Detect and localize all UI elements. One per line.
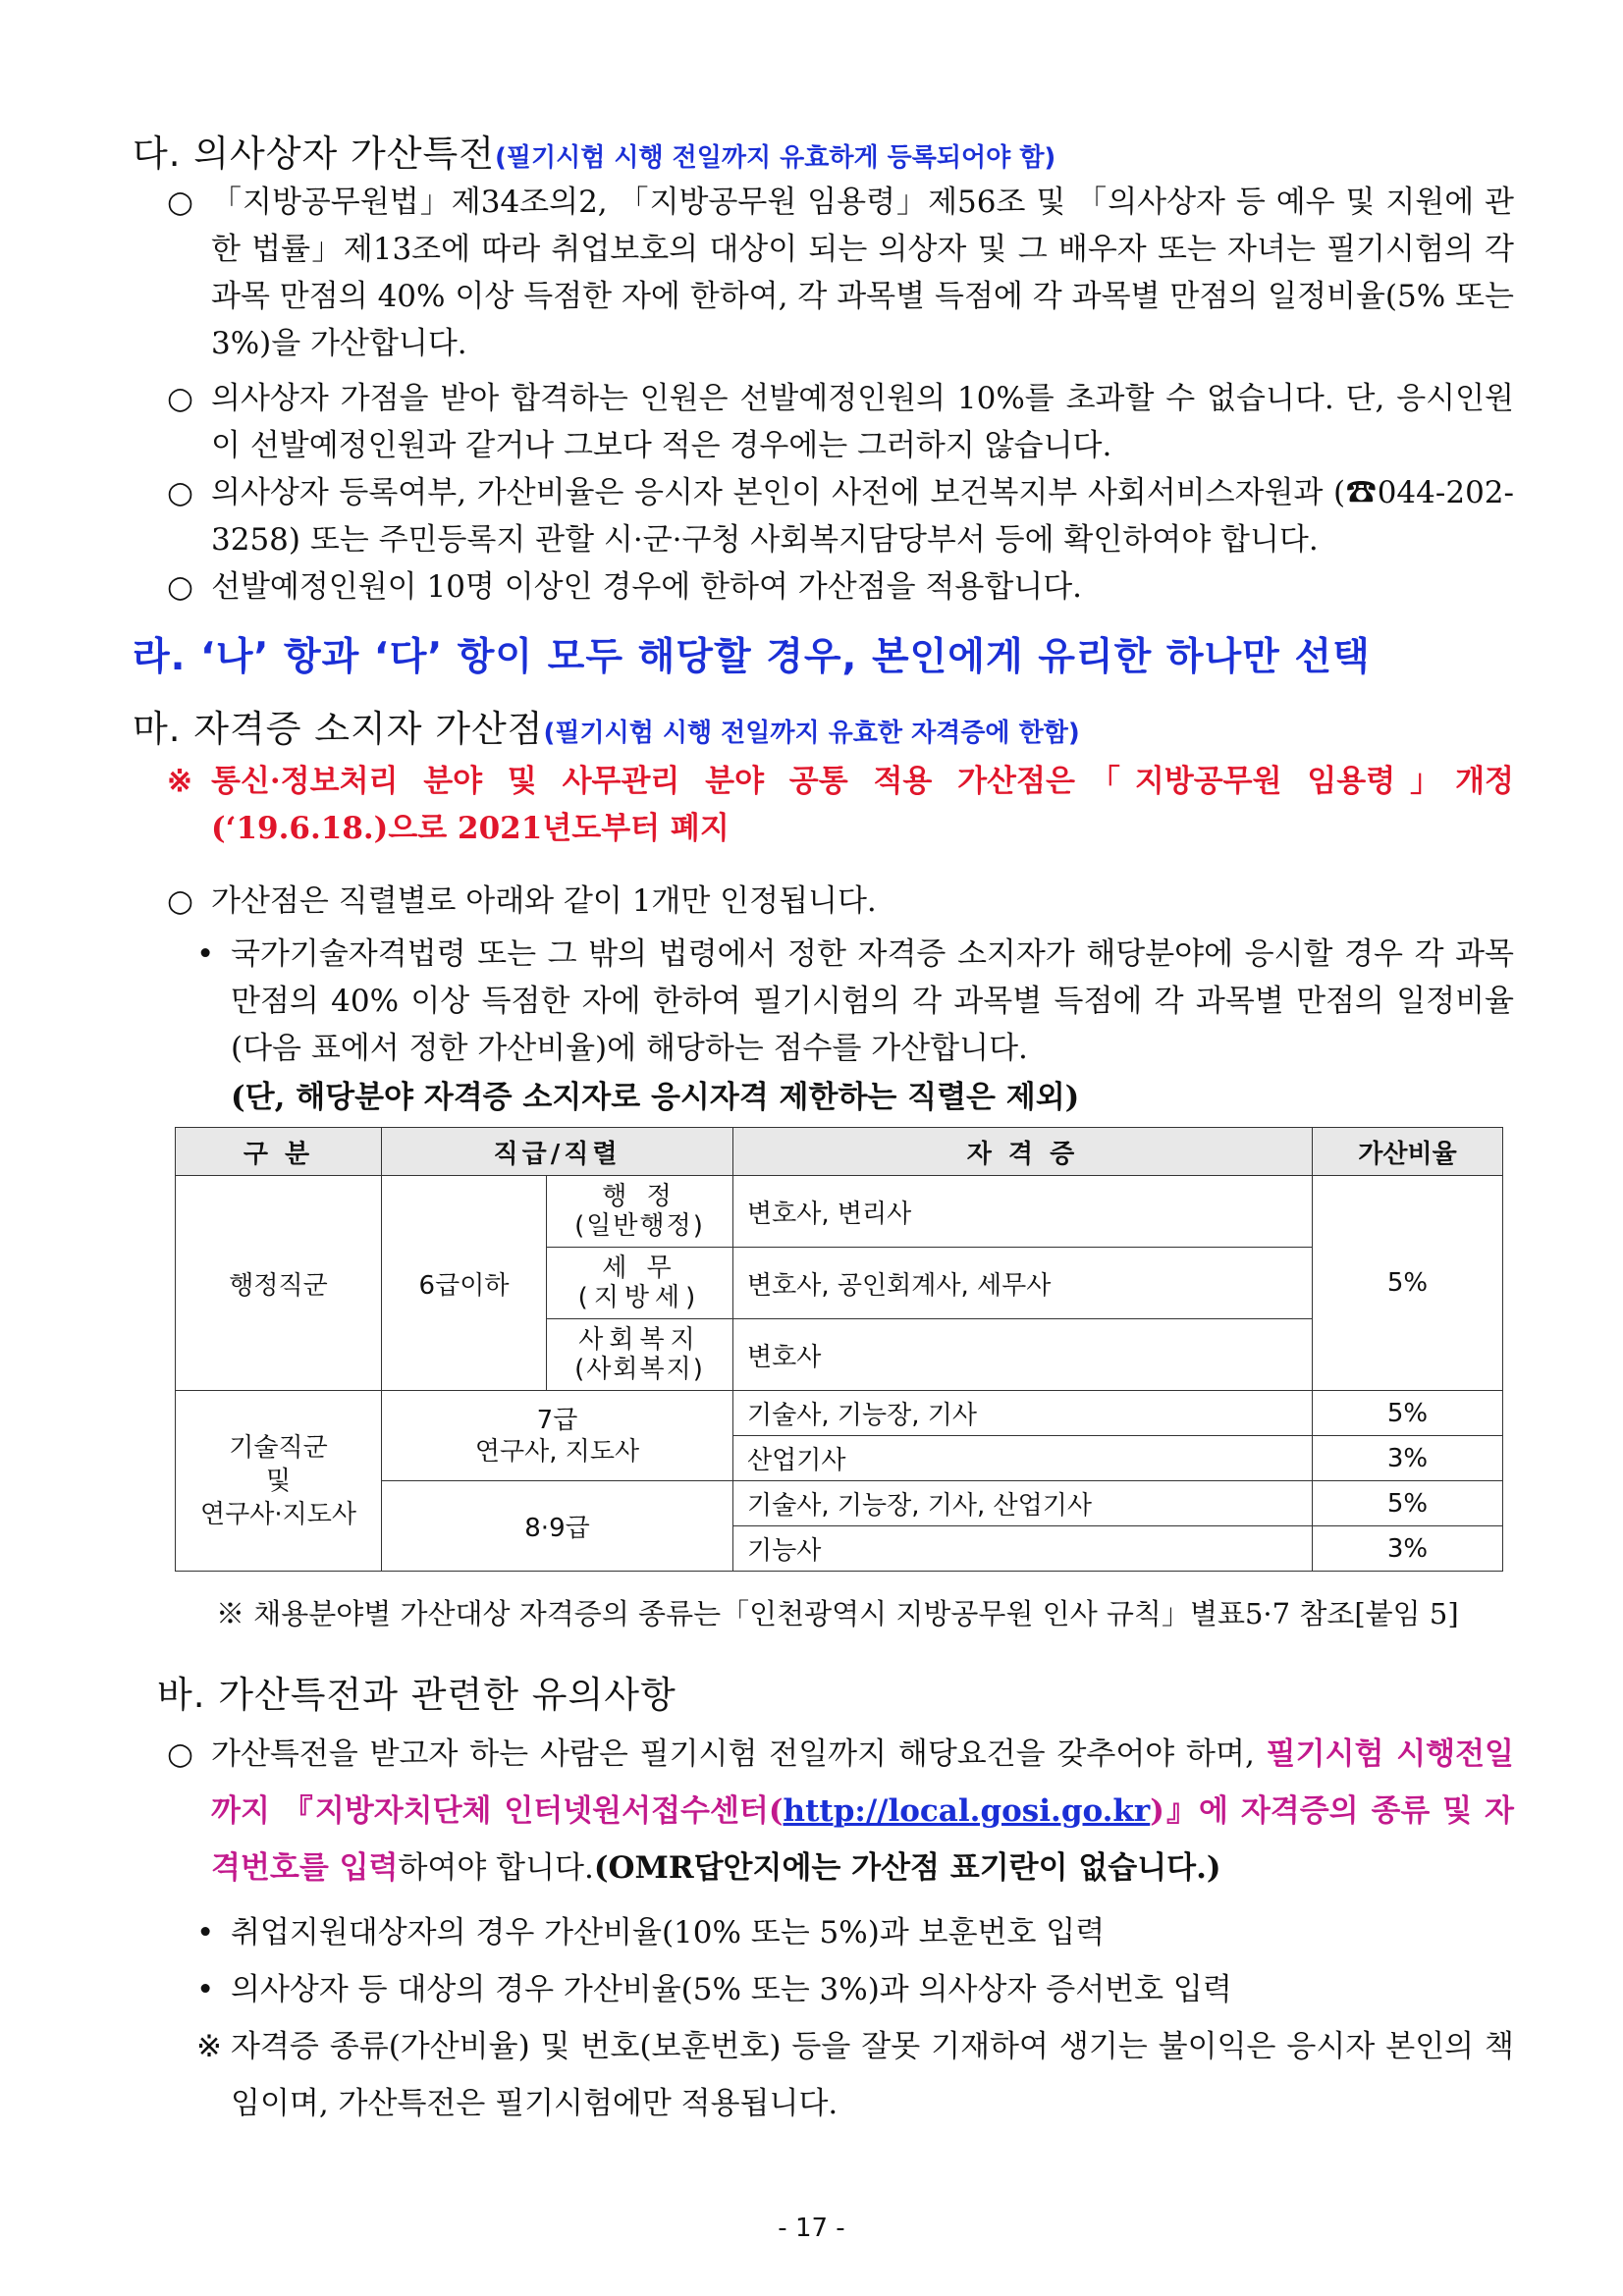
table-row: 산업기사 3%: [176, 1436, 1503, 1481]
bonus-rate-table: [175, 1127, 1503, 1572]
section-da-item-4: ○ 선발예정인원이 10명 이상인 경우에 한하여 가산점을 적용합니다.: [167, 563, 1514, 611]
bullet-marker: •: [196, 936, 215, 972]
bullet-marker: •: [196, 1972, 215, 2007]
circle-marker: ○: [167, 381, 194, 416]
section-ba-note: ※ 자격증 종류(가산비율) 및 번호(보훈번호) 등을 잘못 기재하여 생기는 불이익은 응시자 본인의 책임이며, 가산특전은 필기시험에만 적용됩니다.: [196, 2018, 1514, 2132]
section-ma-heading: 마. 자격증 소지자 가산점(필기시험 시행 전일까지 유효한 자격증에 한함): [133, 708, 1080, 750]
table-header-row: 구 분 직급/직렬 자 격 증 가산비율: [176, 1128, 1503, 1176]
section-ma-item: ○ 가산점은 직렬별로 아래와 같이 1개만 인정됩니다.: [167, 878, 1514, 925]
section-ba-item: ○ 가산특전을 받고자 하는 사람은 필기시험 전일까지 해당요건을 갖추어야 하며, 필기시험 시행전일까지 『지방자치단체 인터넷원서접수센터(http://local.gosi.go.kr)』에 자격증의 종류 및 자격번호를 입력하여야 합니다.(OMR답안지에는 가산점 표기란이 없습니다.): [167, 1726, 1514, 1896]
section-ma-bullet: • 국가기술자격법령 또는 그 밖의 법령에서 정한 자격증 소지자가 해당분야에 응시할 경우 각 과목 만점의 40% 이상 득점한 자에 한하여 필기시험의 각 과목별 득점에 각 과목별 만점의 일정비율(다음 표에서 정한 가산비율)에 해당하는 점수를 가산합니다.: [196, 931, 1514, 1072]
section-ma-note: ※ 통신·정보처리 분야 및 사무관리 분야 공통 적용 가산점은「지방공무원 임용령」개정 (‘19.6.18.)으로 2021년도부터 폐지: [167, 758, 1514, 852]
table-footnote: ※ 채용분야별 가산대상 자격증의 종류는「인천광역시 지방공무원 인사 규칙」별표5·7 참조[붙임 5]: [216, 1597, 1459, 1630]
section-ba-heading: 바. 가산특전과 관련한 유의사항: [157, 1674, 676, 1716]
reference-mark: ※: [167, 764, 192, 799]
section-ma-bold-note: (단, 해당분야 자격증 소지자로 응시자격 제한하는 직렬은 제외): [231, 1080, 1080, 1115]
circle-marker: ○: [167, 1736, 194, 1772]
table-row: 8·9급 기술사, 기능장, 기사, 산업기사 5%: [176, 1481, 1503, 1526]
section-ba-bullet-2: • 의사상자 등 대상의 경우 가산비율(5% 또는 3%)과 의사상자 증서번호 입력: [196, 1961, 1514, 2018]
circle-marker: ○: [167, 883, 194, 919]
page-number: - 17 -: [778, 2214, 845, 2243]
table-row: 기능사 3%: [176, 1526, 1503, 1572]
table-row: 사회복지 (사회복지) 변호사: [176, 1319, 1503, 1391]
table-row: 기술직군 및 연구사·지도사 7급 연구사, 지도사 기술사, 기능장, 기사 5%: [176, 1391, 1503, 1436]
section-da-item-1: ○ 「지방공무원법」제34조의2, 「지방공무원 임용령」제56조 및 「의사상자 등 예우 및 지원에 관한 법률」제13조에 따라 취업보호의 대상이 되는 의상자 및 그 배우자 또는 자녀는 필기시험의 각 과목 만점의 40% 이상 득점한 자에 한하여, 각 과목별 득점에 각 과목별 만점의 일정비율(5% 또는 3%)을 가산합니다.: [167, 179, 1514, 367]
gosi-link[interactable]: http://local.gosi.go.kr: [783, 1793, 1151, 1829]
circle-marker: ○: [167, 475, 194, 510]
section-ra-heading: 라. ‘나’ 항과 ‘다’ 항이 모두 해당할 경우, 본인에게 유리한 하나만 선택: [133, 635, 1371, 679]
section-da-item-2: ○ 의사상자 가점을 받아 합격하는 인원은 선발예정인원의 10%를 초과할 수 없습니다. 단, 응시인원이 선발예정인원과 같거나 그보다 적은 경우에는 그러하지 않습니다.: [167, 375, 1514, 469]
section-ba-bullet-1: • 취업지원대상자의 경우 가산비율(10% 또는 5%)과 보훈번호 입력: [196, 1904, 1514, 1961]
table-row: 행정직군 6급이하 행 정 (일반행정) 변호사, 변리사 5%: [176, 1176, 1503, 1248]
bullet-marker: •: [196, 1915, 215, 1950]
section-da-item-3: ○ 의사상자 등록여부, 가산비율은 응시자 본인이 사전에 보건복지부 사회서비스자원과 (☎044-202-3258) 또는 주민등록지 관할 시·군·구청 사회복지담당부서 등에 확인하여야 합니다.: [167, 469, 1514, 563]
circle-marker: ○: [167, 185, 194, 220]
reference-mark: ※: [196, 2029, 222, 2064]
section-da-heading: 다. 의사상자 가산특전(필기시험 시행 전일까지 유효하게 등록되어야 함): [133, 133, 1056, 175]
table-row: 세 무 (지방세) 변호사, 공인회계사, 세무사: [176, 1248, 1503, 1319]
circle-marker: ○: [167, 569, 194, 605]
